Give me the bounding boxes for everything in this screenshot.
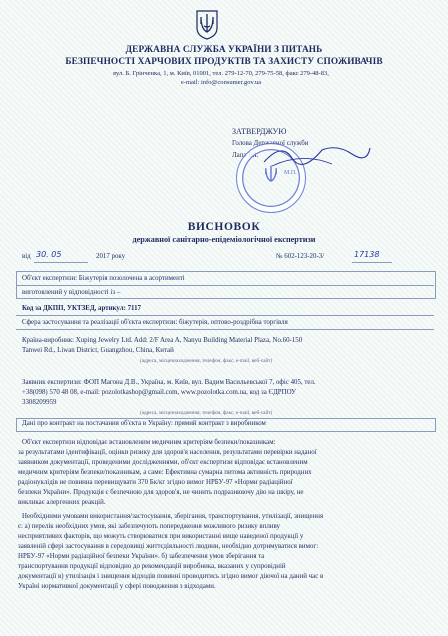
applicant-line-3: 3308209959	[22, 399, 57, 406]
body-line: НРБУ-97 «Норми радіаційної безпеки України». б) забезпечення умов зберігання та	[18, 553, 265, 560]
body-line: радіонуклідів не повинна перевищувати 370 Бк/кг згідно вимог НРБУ-97 «Норми радіаційної	[18, 479, 293, 486]
coat-of-arms-icon	[196, 10, 218, 40]
date-prefix: від	[22, 253, 31, 260]
body-line: Необхідними умовами використання/застосування, зберігання, транспортування, утилізації, знищення	[22, 513, 324, 520]
applicant-hint: (адреса, місцезнаходження, телефон, факс, e-mail, веб-сайт)	[140, 410, 273, 416]
body-line: заявленій сфері застосування в середовищі життєдіяльності людини, необхідно дотримуватися вимог:	[18, 543, 319, 550]
body-line: транспортування продукції відповідно до рекомендацій виробника, вказаних у супровідній	[18, 563, 286, 570]
date-handwritten: 30. 05	[36, 250, 62, 259]
number-underline	[352, 262, 392, 263]
number-handwritten: 17138	[354, 250, 380, 259]
body-line: несприятливих факторів, що можуть створюватися при використанні вище наведеної продукції у	[18, 533, 304, 540]
header-address: вул. Б. Грінченка, 1, м. Київ, 01001, тел. 279-12-70, 279-75-58, факс 279-48-83,	[113, 70, 329, 77]
country-line-2: Tanwei Rd., Liwan District, Guangzhou, China, Китай	[22, 347, 174, 354]
header-line-1: ДЕРЖАВНА СЛУЖБА УКРАЇНИ З ПИТАНЬ	[125, 45, 323, 55]
approval-position: Голова Державної служби	[232, 140, 309, 147]
scope-underline	[16, 329, 434, 330]
document-subtitle: державної санітарно-епідеміологічної експертизи	[132, 235, 316, 244]
number-label: № 602-123-20-3/	[276, 253, 325, 260]
body-line: заявником документації, проведеними дослідженнями, об'єкт експертизи відповідає встановленим	[18, 459, 308, 466]
made-by-field: виготовлений у відповідності із –	[22, 289, 121, 296]
body-line: Україні нормативної документації у сфері поводження з відходами.	[18, 583, 216, 590]
code-field: Код за ДКПП, УКТЗЕД, артикул: 7117	[22, 305, 141, 312]
scope-field: Сфера застосування та реалізації об'єкта експертизи: біжутерія, оптово-роздрібна торгівля	[22, 319, 288, 326]
date-underline	[34, 262, 88, 263]
approval-name: Лапа В.І.	[232, 152, 259, 159]
code-underline	[16, 315, 434, 316]
object-divider	[16, 285, 434, 286]
header-line-2: БЕЗПЕЧНОСТІ ХАРЧОВИХ ПРОДУКТІВ ТА ЗАХИСТУ СПОЖИВАЧІВ	[65, 57, 383, 67]
signature	[262, 140, 372, 170]
header-email: e-mail: info@consumer.gov.ua	[180, 79, 262, 86]
body-line: за результатами ідентифікації, оцінки ризику для здоров'я населення, результатами перевірки наданої	[18, 449, 317, 456]
body-line: викликає алергенних реакцій.	[18, 499, 106, 506]
country-hint: (адреса, місцезнаходження, телефон, факс, e-mail, веб-сайт)	[140, 358, 273, 364]
approval-title: ЗАТВЕРДЖУЮ	[232, 127, 287, 136]
body-line: Об'єкт експертизи відповідає встановленим медичним критеріям безпеки/показникам:	[22, 439, 276, 446]
applicant-line-1: Заявник експертизи: ФОП Магона Д.В., Україна, м. Київ, вул. Вадим Васильевської 7, офіс 405, тел.	[22, 379, 316, 386]
body-line: безпеки України». Продукція є безпечною для здоров'я, не чинить подразнюючу дію на шкіру, не	[18, 489, 304, 496]
stamp-label: М.П.	[284, 170, 297, 176]
date-year: 2017 року	[96, 253, 126, 260]
country-line-1: Країна-виробник: Xuping Jewelry Ltd. Add: 2/F Area A, Nanyu Building Material Plaza, No.60-150	[22, 337, 303, 344]
applicant-line-2: +38(098) 570 48 08, e-mail: pozolotkashop@gmail.com, www.pozolotka.com.ua, код за ЄДРПОУ	[22, 389, 297, 396]
contract-field: Дані про контракт на постачання об'єкта в Україну: прямий контракт з виробником	[22, 420, 266, 427]
body-line: є: а) перелік необхідних умов, які забезпечують попередження можливого ризику впливу	[18, 523, 280, 530]
document-title: ВИСНОВОК	[187, 221, 261, 233]
object-field: Об'єкт експертизи: Біжутерія позолочена в асортименті	[22, 275, 185, 282]
body-line: документації в) утилізація і знищення відходів повинні проводитись згідно вимог діючої на даний час в	[18, 573, 324, 580]
body-line: медичним критеріям безпеки/показникам, а саме: Ефективна сумарна питома активність природних	[18, 469, 312, 476]
